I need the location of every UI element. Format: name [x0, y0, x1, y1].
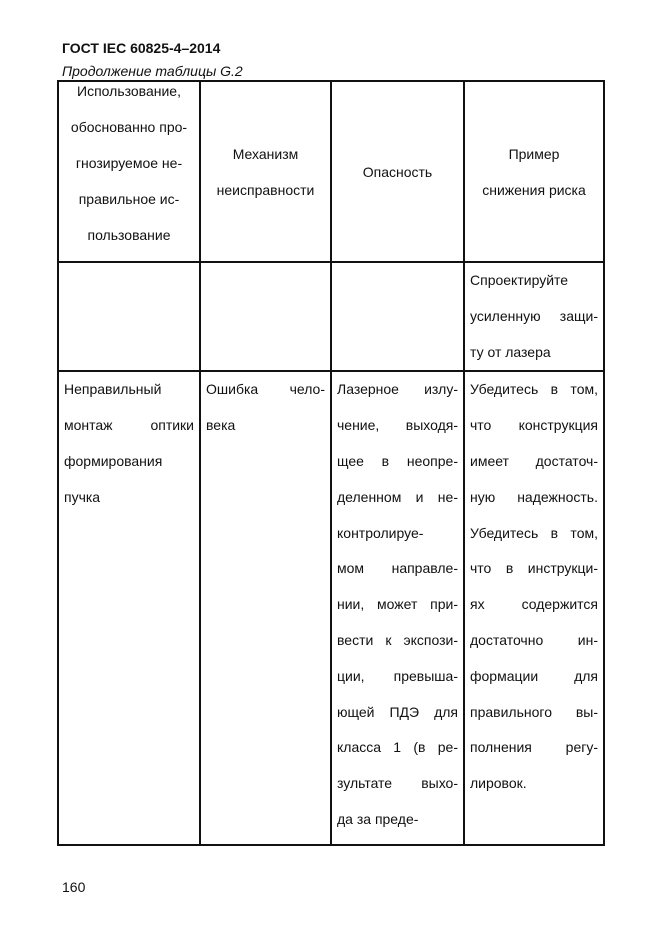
text-line: Убедитесь в том,	[470, 381, 598, 398]
text-line: чение, выходя-	[337, 417, 458, 434]
header-use-line-3: гнозируемое не-	[75, 155, 183, 171]
text-line: имеет достаточ-	[470, 452, 598, 469]
cell-failure-mechanism	[200, 371, 331, 845]
header-hazard-label: Опасность	[362, 163, 433, 180]
text-line: да за преде-	[337, 810, 419, 827]
page-number: 160	[62, 879, 86, 895]
standard-title: ГОСТ IEC 60825-4–2014	[62, 40, 221, 56]
text-line: правильного вы-	[470, 703, 598, 720]
table-header-row	[58, 81, 604, 262]
text-line: Убедитесь в том,	[470, 524, 598, 541]
text-line: зультате выхо-	[337, 775, 458, 792]
header-mechanism-line-1: Механизм	[232, 145, 299, 162]
table-row	[58, 371, 604, 845]
text-line: что конструкция	[470, 417, 598, 434]
text-line: что в инструкци-	[470, 560, 598, 577]
cell-empty	[200, 262, 331, 371]
text-line: Спроектируйте	[470, 272, 569, 288]
header-risk-line-1: Пример	[508, 145, 560, 162]
text-line: пучка	[64, 488, 101, 505]
text-line: достаточно ин-	[470, 631, 598, 648]
text-line: монтаж оптики	[64, 417, 194, 434]
cell-risk-reduction	[464, 262, 604, 371]
text-line: усиленную защи-	[470, 307, 598, 324]
header-use-line-1: Использование,	[77, 83, 181, 99]
text-line: ту от лазера	[470, 343, 551, 360]
text-line: Ошибка чело-	[206, 381, 325, 398]
text-line: деленном и не-	[337, 488, 458, 505]
text-line: нии, может при-	[337, 596, 458, 613]
cell-risk-reduction	[464, 371, 604, 845]
cell-empty	[331, 262, 464, 371]
text-line: ющей ПДЭ для	[337, 703, 458, 720]
text-line: формации для	[470, 667, 598, 684]
header-use-line-4: правильное ис-	[78, 191, 180, 207]
cell-hazard	[331, 371, 464, 845]
hazard-table	[57, 80, 605, 846]
text-line: ции, превыша-	[337, 667, 458, 684]
text-line: мом направле-	[337, 560, 458, 577]
text-line: ях содержится	[470, 596, 598, 613]
text-line: формирования	[64, 452, 163, 469]
header-risk-reduction	[464, 81, 604, 262]
header-use-misuse	[58, 81, 200, 262]
text-line: Лазерное излу-	[337, 381, 458, 398]
table-row	[58, 262, 604, 371]
header-hazard	[331, 81, 464, 262]
text-line: щее в неопре-	[337, 452, 458, 469]
table-continuation-caption: Продолжение таблицы G.2	[62, 63, 243, 79]
text-line: века	[206, 417, 236, 434]
text-line: Неправильный	[64, 381, 162, 398]
cell-use-misuse	[58, 371, 200, 845]
text-line: полнения регу-	[470, 739, 598, 756]
header-use-line-2: обоснованно про-	[70, 119, 188, 135]
cell-empty	[58, 262, 200, 371]
text-line: вести к экспози-	[337, 631, 458, 648]
text-line: ную надежность.	[470, 488, 598, 505]
header-use-line-5: пользование	[87, 227, 171, 243]
header-risk-line-2: снижения риска	[482, 181, 586, 198]
text-line: контролируе-	[337, 524, 424, 541]
text-line: лировок.	[470, 775, 527, 792]
header-failure-mechanism	[200, 81, 331, 262]
header-mechanism-line-2: неисправности	[216, 181, 315, 198]
text-line: класса 1 (в ре-	[337, 739, 458, 756]
